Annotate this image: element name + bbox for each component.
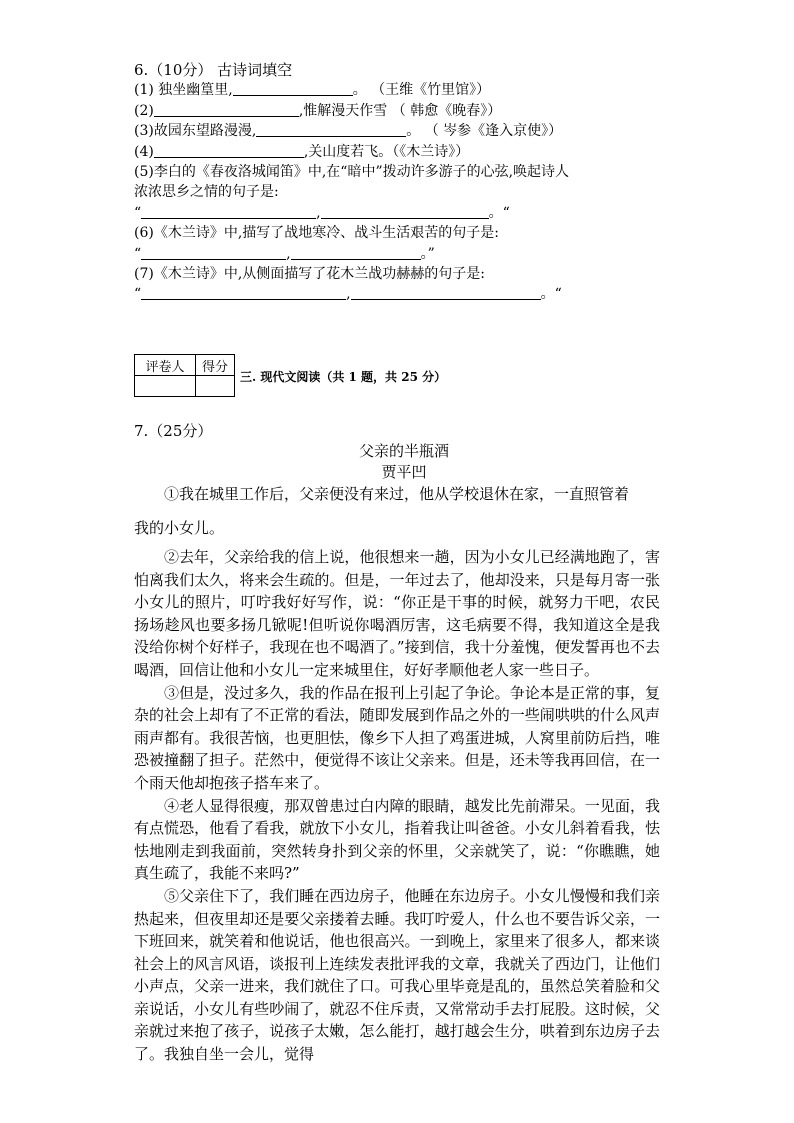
- q6-title: 6.（10分） 古诗词填空: [134, 61, 293, 79]
- answer-blank[interactable]: [154, 102, 299, 117]
- q6-item-5-answer: “ , 。“: [134, 204, 510, 221]
- passage-paragraph-2: ②去年，父亲给我的信上说，他很想来一趟，因为小女儿已经满地跑了，害怕离我们太久，将来会生疏的。但是，一年过去了，他却没来，只是每月寄一张小女儿的照片，叮咛我好好写作，说：“你正是干事的时候，就努力干吧，农民扬场趁风也要多扬几锨呢!但听说你喝酒厉害，这毛病要不得，我知道这全是我没给你树个好样子，我现在也不喝酒了。”接到信，我十分羞愧，便发誓再也不去喝酒，回信让他和小女儿一定来城里住，好好孝顺他老人家一些日子。: [134, 548, 660, 679]
- q6-item-5-prompt-cont: 浓浓思乡之情的句子是:: [134, 184, 279, 201]
- answer-blank[interactable]: [291, 245, 421, 260]
- passage-paragraph-1-cont: 我的小女儿。: [134, 519, 225, 537]
- score-header: 得分: [196, 355, 235, 376]
- answer-blank[interactable]: [154, 143, 304, 158]
- q6-item-7-prompt: (7)《木兰诗》中,从侧面描写了花木兰战功赫赫的句子是:: [134, 265, 485, 282]
- q6-item-3: (3)故园东望路漫漫, 。 （ 岑参《逢入京使》）: [134, 123, 563, 140]
- q6-item-7-answer: “ , 。“: [134, 286, 562, 303]
- passage-paragraph-4: ④老人显得很瘦，那双曾患过白内障的眼睛，越发比先前滞呆。一见面，我有点慌恐，他看了看我，就放下小女儿，指着我让叫爸爸。小女儿斜着看我，怯怯地刚走到我面前，突然转身扑到父亲的怀里，父亲就笑了，说：“你瞧瞧，她真生疏了，我能不来吗?”: [134, 796, 660, 883]
- passage-title: 父亲的半瓶酒: [358, 442, 449, 460]
- passage-author: 贾平凹: [381, 463, 427, 481]
- answer-blank[interactable]: [351, 285, 541, 300]
- grader-cell[interactable]: [135, 376, 196, 397]
- passage-paragraph-5: ⑤父亲住下了，我们睡在西边房子，他睡在东边房子。小女儿慢慢和我们亲热起来，但夜里却还是要父亲搂着去睡。我叮咛爱人，什么也不要告诉父亲，一下班回来，就笑着和他说话，他也很高兴。一到晚上，家里来了很多人，都来谈社会上的风言风语，谈报刊上连续发表批评我的文章，我就关了西边门，让他们小声点，父亲一进来，我们就住了口。可我心里毕竟是乱的，虽然总笑着脸和父亲说话，小女儿有些吵闹了，就忍不住斥责，又常常动手去打屁股。这时候，父亲就过来抱了孩子，说孩子太嫩，怎么能打，越打越会生分，哄着到东边房子去了。我独自坐一会儿，觉得: [134, 886, 660, 1064]
- q6-item-6-prompt: (6)《木兰诗》中,描写了战地寒冷、战斗生活艰苦的句子是:: [134, 225, 499, 242]
- grader-header: 评卷人: [135, 355, 196, 376]
- grader-table: [134, 354, 235, 397]
- q6-item-5-prompt: (5)李白的《春夜洛城闻笛》中,在“暗中”拨动许多游子的心弦,唤起诗人: [134, 163, 570, 180]
- score-cell[interactable]: [196, 376, 235, 397]
- answer-blank[interactable]: [141, 204, 316, 219]
- question-6: [134, 60, 674, 305]
- passage-paragraph-3: ③但是，没过多久，我的作品在报刊上引起了争论。争论本是正常的事，复杂的社会上却有了不正常的看法，随即发展到作品之外的一些闹哄哄的什么风声雨声都有。我很苦恼，也更胆怯，像乡下人担了鸡蛋进城，人窝里前防后挡，唯恐被撞翻了担子。茫然中，便觉得不该让父亲来。但是，还未等我再回信，在一个雨天他却抱孩子搭车来了。: [134, 683, 660, 792]
- answer-blank[interactable]: [141, 245, 286, 260]
- section-heading: 三. 现代文阅读（共 1 题，共 25 分）: [240, 370, 447, 384]
- q6-item-4: (4) ,关山度若飞。（《木兰诗》）: [134, 143, 470, 160]
- answer-blank[interactable]: [141, 285, 346, 300]
- passage-paragraph-1: ①我在城里工作后，父亲便没有来过，他从学校退休在家，一直照管着: [164, 485, 630, 503]
- q6-item-6-answer: “ , 。”: [134, 245, 435, 262]
- q7-label: 7.（25分）: [134, 422, 213, 440]
- answer-blank[interactable]: [233, 81, 353, 96]
- answer-blank[interactable]: [321, 204, 489, 219]
- answer-blank[interactable]: [256, 122, 406, 137]
- q6-item-1: (1) 独坐幽篁里, 。 （王维《竹里馆》）: [134, 82, 491, 99]
- passage-body: [134, 546, 660, 1066]
- q6-item-2: (2) ,惟解漫天作雪 （ 韩愈《晚春》）: [134, 102, 502, 119]
